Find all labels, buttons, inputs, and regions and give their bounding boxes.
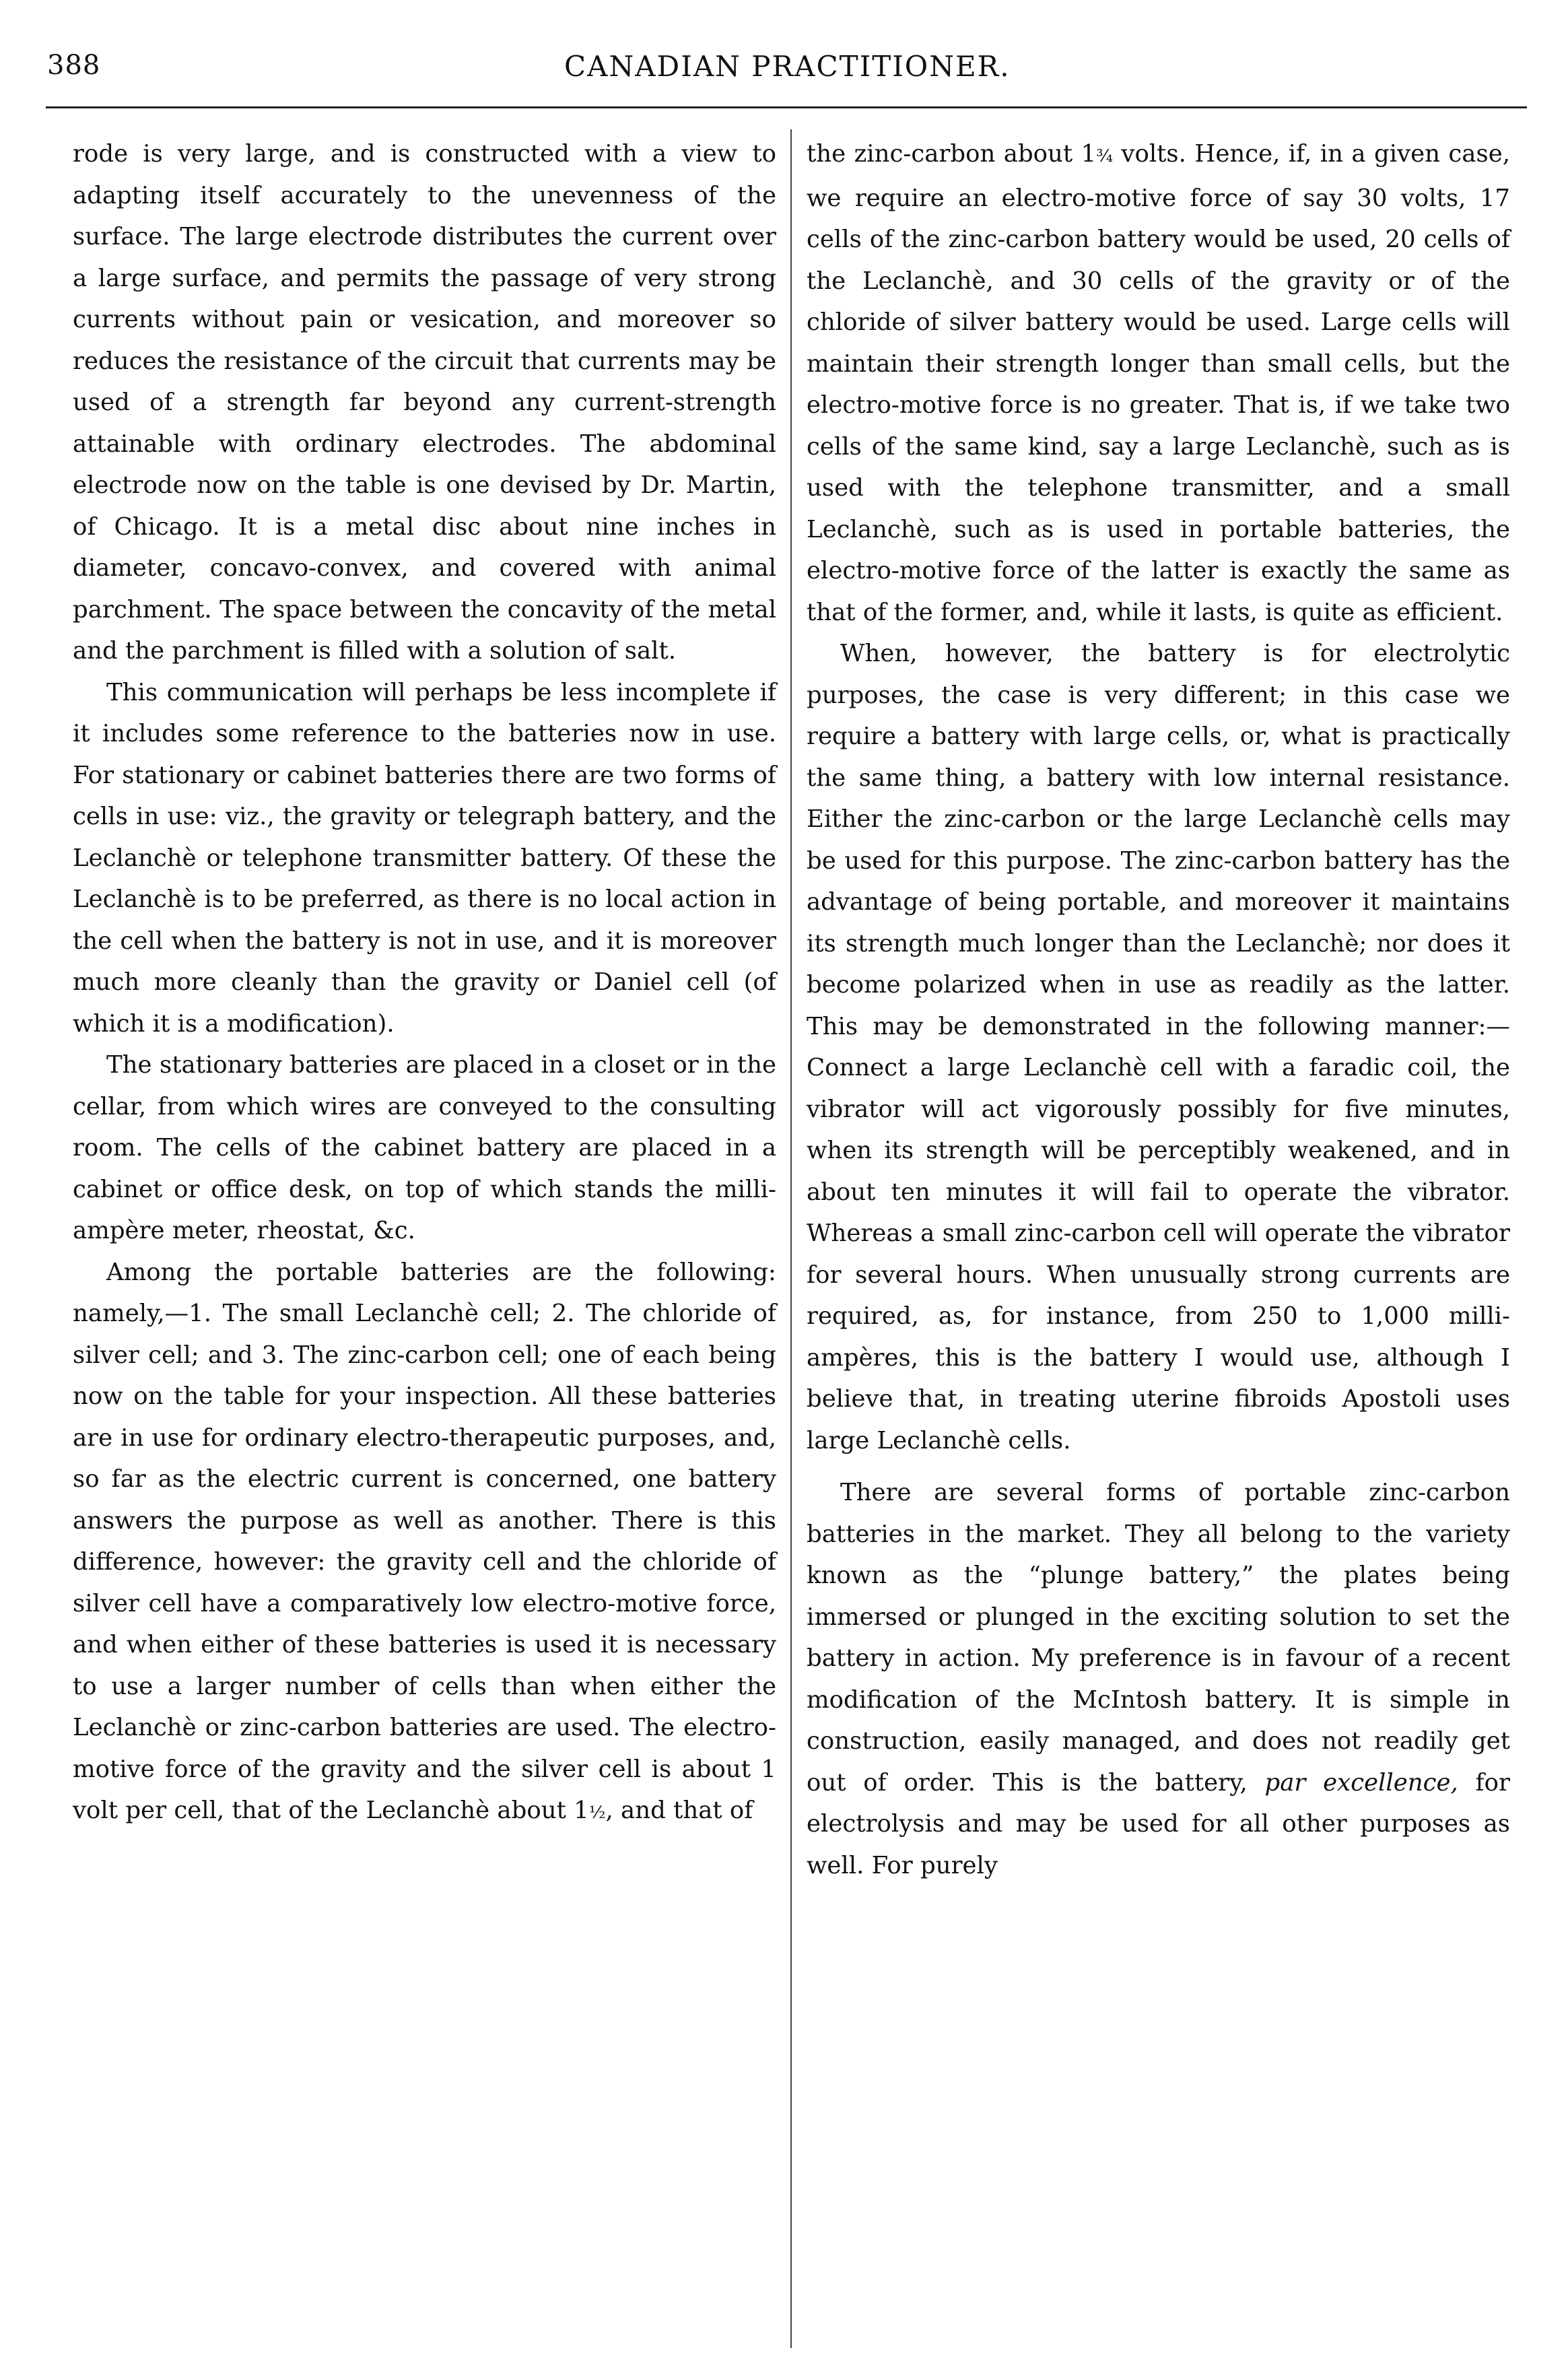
left-column [73,133,776,1834]
journal-title: CANADIAN PRACTITIONER. [564,50,1011,83]
paragraph: The stationary batteries are placed in a closet or in the cellar, from which wires are conveyed to the consulting room. The cells of the cabinet battery are placed in a cabinet or office desk, on top of which stands the milli-ampère meter, rheostat, &c. [73,1051,776,1244]
paragraph-text-rest: volts. Hence, if, in a given case, we require an electro-motive force of say 30 volts, 17 cells of the zinc-carbon battery would be used, 20 cells of the Leclanchè, and 30 cells of the gravity or of the chloride of silver battery would be used. Large cells will maintain their strength longer than small cells, but the electro-motive force is no greater. That is, if we take two cells of the same kind, say a large Leclanchè, such as is used with the telephone transmitter, and a small Leclanchè, such as is used in portable batteries, the electro-motive force of the latter is exactly the same as that of the former, and, while it lasts, is quite as efficient. [807,140,1510,626]
paragraph-text-end: for electrolysis and may be used for all other purposes as well. For purely [807,1768,1510,1879]
fraction: ¾ [1096,146,1113,166]
header-rule [46,106,1527,108]
column-divider [790,129,792,2348]
paragraph: This communication will perhaps be less incomplete if it includes some reference to the batteries now in use. For stationary or cabinet batteries there are two forms of cells in use: viz., the gravity or telegraph battery, and the Leclanchè or telephone transmitter battery. Of these the Leclanchè is to be preferred, as there is no local action in the cell when the battery is not in use, and it is moreover much more cleanly than the gravity or Daniel cell (of which it is a modification). [73,678,776,1038]
paragraph-text: the zinc-carbon about 1 [807,140,1097,168]
page-number: 388 [47,50,101,81]
paragraph [807,133,1510,633]
paragraph: When, however, the battery is for electrolytic purposes, the case is very different; in this case we require a battery with large cells, or, what is practically the same thing, a battery with low internal resistance. Either the zinc-carbon or the large Leclanchè cells may be used for this purpose. The zinc-carbon battery has the advantage of being portable, and moreover it maintains its strength much longer than the Leclanchè; nor does it become polarized when in use as readily as the latter. This may be demonstrated in the following manner:—Connect a large Leclanchè cell with a faradic coil, the vibrator will act vigorously possibly for five minutes, when its strength will be perceptibly weakened, and in about ten minutes it will fail to operate the vibrator. Whereas a small zinc-carbon cell will operate the vibrator for several hours. When unusually strong currents are required, as, for instance, from 250 to 1,000 milli-ampères, this is the battery I would use, although I believe that, in treating uterine fibroids Apostoli uses large Leclanchè cells. [807,640,1510,1454]
fraction: ½ [588,1803,606,1823]
paragraph [807,1472,1510,1886]
italic-phrase: par excellence, [1264,1768,1458,1797]
paragraph-text: Among the portable batteries are the following: namely,—1. The small Leclanchè cell; 2. The chloride of silver cell; and 3. The zinc-carbon cell; one of each being now on the table for your inspection. All these batteries are in use for ordinary electro-therapeutic purposes, and, so far as the electric current is concerned, one battery answers the purpose as well as another. There is this difference, however: the gravity cell and the chloride of silver cell have a comparatively low electro-motive force, and when either of these batteries is used it is necessary to use a larger number of cells than when either the Leclanchè or zinc-carbon batteries are used. The electro-motive force of the gravity and the silver cell is about 1 volt per cell, that of the Leclanchè about 1 [73,1258,776,1824]
paragraph [73,1252,776,1834]
paragraph-text-end: , and that of [605,1797,753,1824]
paragraph-text: There are several forms of portable zinc-carbon batteries in the market. They all belong to the variety known as the “plunge battery,” the plates being immersed or plunged in the exciting solution to set the battery in action. My preference is in favour of a recent modification of the McIntosh battery. It is simple in construction, easily managed, and does not readily get out of order. This is the battery, [807,1479,1510,1797]
running-head [46,50,1527,104]
paragraph: rode is very large, and is constructed with a view to adapting itself accurately to the unevenness of the surface. The large electrode distributes the current over a large surface, and permits the passage of very strong currents without pain or vesication, and moreover so reduces the resistance of the circuit that currents may be used of a strength far beyond any current-strength attainable with ordinary electrodes. The abdominal electrode now on the table is one devised by Dr. Martin, of Chicago. It is a metal disc about nine inches in diameter, concavo-convex, and covered with animal parchment. The space between the concavity of the metal and the parchment is filled with a solution of salt. [73,140,776,665]
right-column [807,133,1510,1886]
